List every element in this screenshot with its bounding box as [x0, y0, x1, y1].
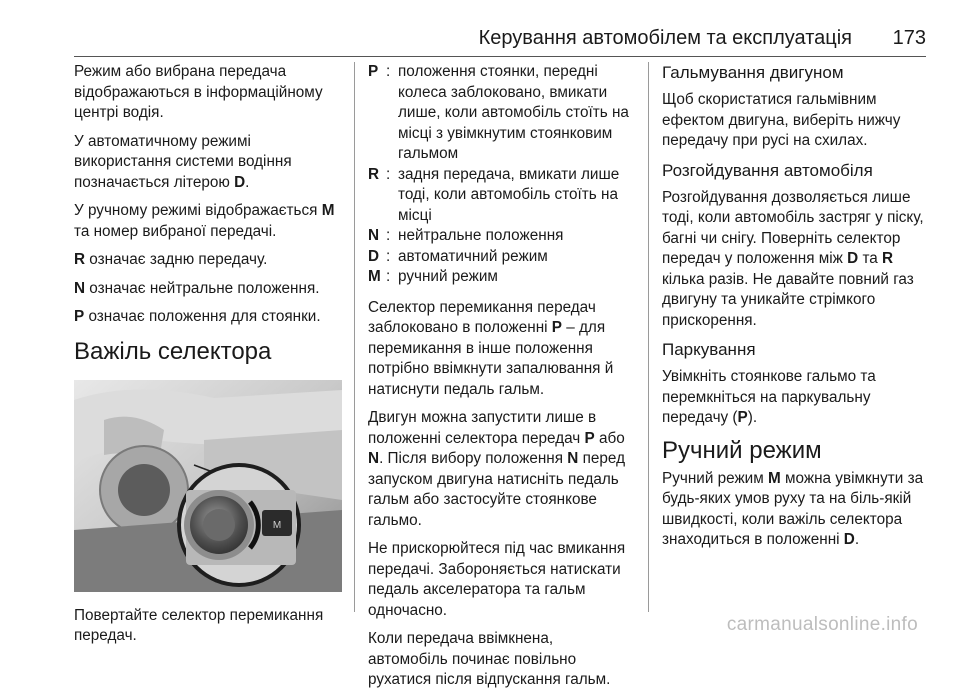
subsection-heading: Паркування [662, 340, 756, 359]
letter-d: D [847, 250, 859, 267]
gear-positions-list [368, 62, 634, 288]
gear-key: M [368, 268, 381, 285]
gear-key: D [368, 247, 380, 265]
section-heading: Ручний режим [662, 436, 822, 464]
text: . [245, 173, 250, 191]
letter-p: P [74, 308, 85, 325]
letter-r: R [882, 250, 894, 267]
text: та номер вибраної передачі. [74, 222, 277, 240]
gear-key: P [368, 63, 379, 80]
gear-description: нейтральне положення [398, 227, 564, 244]
text: У ручному режимі відображається [74, 202, 322, 219]
text: Щоб скористатися гальмівним ефектом двигуна, виберіть нижчу передачу при русі на схилах. [662, 91, 901, 149]
paragraph [662, 367, 930, 429]
text: Двигун можна запустити лише в положенні селектора передач [368, 409, 597, 447]
column-divider [648, 62, 649, 612]
gear-description: положення стоянки, передні колеса заблоковано, вмикати лише, коли автомобіль стоїть на місці з увімкнутим стоянковим гальмом [398, 63, 629, 162]
text: кілька разів. Не давайте повний газ двигуну та уникайте стрімкого прискорення. [662, 270, 914, 329]
paragraph [368, 298, 634, 401]
separator: : [386, 247, 391, 265]
letter-d: D [234, 173, 246, 191]
text: Режим або вибрана передача відображаються в інформаційному центрі водія. [74, 63, 323, 121]
subsection-heading: Гальмування двигуном [662, 63, 844, 82]
subsection-heading: Розгойдування автомобіля [662, 160, 873, 180]
letter-m: M [321, 202, 335, 219]
text: . Після вибору положення [379, 450, 568, 467]
paragraph [368, 539, 634, 621]
paragraph [662, 188, 930, 332]
text: Ручний режим [662, 469, 768, 487]
gear-key: N [368, 227, 380, 244]
header-title: Керування автомобілем та експлуатація [478, 27, 852, 49]
letter-d: D [843, 531, 855, 548]
text: або [594, 429, 625, 447]
page-footer [0, 612, 960, 642]
separator: : [386, 268, 391, 285]
letter-m: M [768, 469, 781, 487]
text: означає положення для стоянки. [84, 308, 321, 325]
gear-selector-photo [74, 380, 342, 592]
paragraph [74, 250, 342, 271]
text: Повертайте селектор перемикання передач. [74, 606, 324, 644]
letter-p: P [551, 319, 562, 336]
text: У автоматичному режимі використання системи водіння позначається літерою [74, 132, 292, 191]
text: Розгойдування дозволяється лише тоді, коли автомобіль застряг у піску, багні чи снігу. Поверніть селектор передач у положення між [662, 188, 924, 267]
page-header [0, 0, 960, 58]
paragraph [74, 279, 342, 300]
paragraph [74, 201, 342, 242]
paragraph [662, 469, 930, 551]
list-item [368, 165, 634, 227]
list-item [368, 247, 634, 268]
gear-key: R [368, 165, 380, 183]
list-item [368, 267, 634, 288]
svg-text:M: M [272, 519, 282, 531]
paragraph [74, 62, 342, 124]
list-item [368, 62, 634, 165]
watermark: carmanualsonline.info [726, 614, 918, 635]
text: та [858, 250, 883, 267]
letter-n: N [567, 450, 579, 467]
separator: : [386, 227, 391, 244]
column-right [662, 62, 930, 559]
text: Коли передача ввімкнена, автомобіль починає повільно рухатися після відпускання гальм. [368, 630, 611, 688]
separator: : [386, 63, 391, 80]
gear-description: автоматичний режим [398, 247, 548, 265]
text: означає задню передачу. [85, 251, 268, 268]
list-item [368, 226, 634, 247]
paragraph [662, 90, 930, 152]
text: означає нейтральне положення. [85, 279, 320, 297]
letter-p: P [737, 409, 748, 426]
letter-n: N [368, 450, 380, 467]
column-divider [354, 62, 355, 612]
text: – для перемикання в інше положення потрібно ввімкнути запалювання й натиснути педаль гальм. [368, 319, 614, 398]
section-heading: Важіль селектора [74, 337, 272, 365]
letter-p: P [584, 429, 595, 447]
paragraph [74, 132, 342, 194]
text: перед запуском двигуна натисніть педаль гальм або застосуйте стоянкове гальмо. [368, 450, 626, 529]
gear-description: ручний режим [398, 268, 498, 285]
separator: : [386, 165, 391, 183]
column-left [74, 62, 342, 655]
text: ). [747, 409, 758, 426]
text: Увімкніть стоянкове гальмо та перемкніться на паркувальну передачу ( [662, 368, 876, 426]
page-number: 173 [892, 27, 926, 49]
letter-n: N [74, 279, 86, 297]
text: Не прискорюйтеся під час вмикання передачі. Забороняється натискати педаль акселератора та гальм одночасно. [368, 540, 626, 619]
text: . [854, 531, 860, 548]
column-middle [368, 62, 634, 699]
text: Селектор перемикання передач заблоковано в положенні [368, 298, 596, 336]
paragraph [368, 408, 634, 531]
letter-r: R [74, 251, 86, 268]
paragraph [74, 307, 342, 328]
header-rule [74, 56, 926, 57]
gear-description: задня передача, вмикати лише тоді, коли автомобіль стоїть на місці [398, 165, 620, 224]
text: можна увімкнути за будь-яких умов руху та на біль-якій швидкості, коли важіль селектора знаходиться в положенні [662, 469, 924, 548]
